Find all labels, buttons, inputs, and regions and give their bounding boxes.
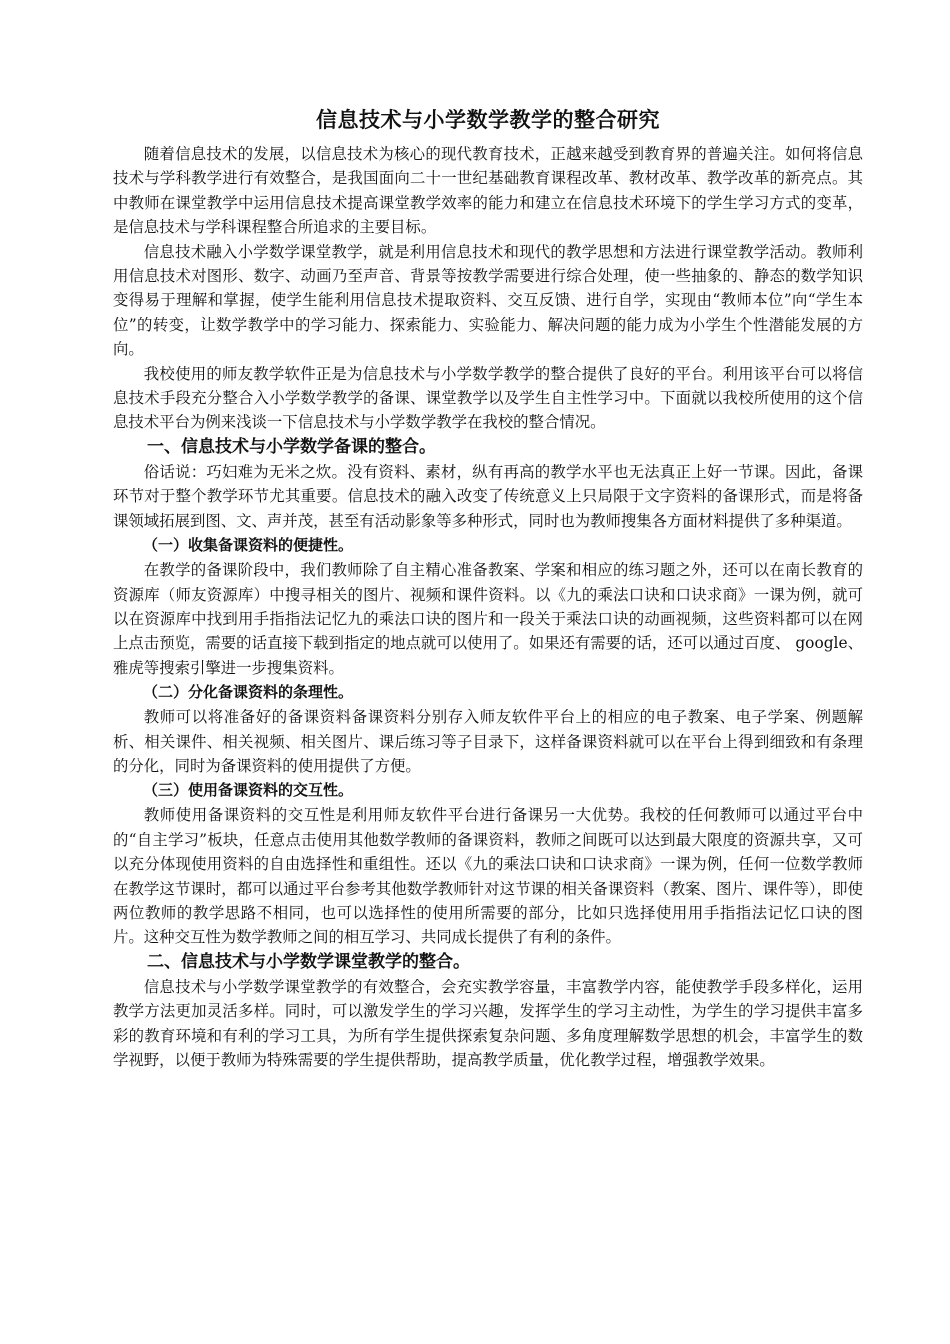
intro-paragraph-1: 随着信息技术的发展，以信息技术为核心的现代教育技术，正越来越受到教育界的普遍关注。如何将信息技术与学科教学进行有效整合，是我国面向二十一世纪基础教育课程改革、教材改革、教学改革的新亮点。其中教师在课堂教学中运用信息技术提高课堂教学效率的能力和建立在信息技术环境下的学生学习方式的变革，是信息技术与学科课程整合所追求的主要目标。 [113, 145, 863, 237]
document-page [113, 104, 863, 1072]
intro-paragraph-3: 我校使用的师友教学软件正是为信息技术与小学数学教学的整合提供了良好的平台。利用该平台可以将信息技术手段充分整合入小学数学教学的备课、课堂教学以及学生自主性学习中。下面就以我校所使用的这个信息技术平台为例来浅谈一下信息技术与小学数学教学在我校的整合情况。 [113, 364, 863, 432]
subsection-3-paragraph: 教师使用备课资料的交互性是利用师友软件平台进行备课另一大优势。我校的任何教师可以通过平台中的“自主学习”板块，任意点击使用其他数学教师的备课资料，教师之间既可以达到最大限度的资源共享，又可以充分体现使用资料的自由选择性和重组性。还以《九的乘法口诀和口诀求商》一课为例，任何一位数学教师在教学这节课时，都可以通过平台参考其他数学教师针对这节课的相关备课资料（教案、图片、课件等），即使两位教师的教学思路不相同，也可以选择性的使用所需要的部分，比如只选择使用用手指指法记忆口诀的图片。这种交互性为数学教师之间的相互学习、共同成长提供了有利的条件。 [113, 806, 863, 947]
subsection-1-heading: （一）收集备课资料的便捷性。 [143, 536, 354, 555]
subsection-2-heading: （二）分化备课资料的条理性。 [143, 683, 354, 702]
section-1-heading: 一、信息技术与小学数学备课的整合。 [147, 436, 436, 457]
document-title: 信息技术与小学数学教学的整合研究 [316, 108, 660, 132]
section-1-paragraph: 俗话说：巧妇难为无米之炊。没有资料、素材，纵有再高的教学水平也无法真正上好一节课。因此，备课环节对于整个教学环节尤其重要。信息技术的融入改变了传统意义上只局限于文字资料的备课形式，而是将备课领域拓展到图、文、声并茂，甚至有活动影象等多种形式，同时也为教师搜集各方面材料提供了多种渠道。 [113, 462, 863, 530]
intro-paragraph-2: 信息技术融入小学数学课堂教学，就是利用信息技术和现代的教学思想和方法进行课堂教学活动。教师利用信息技术对图形、数字、动画乃至声音、背景等按教学需要进行综合处理，使一些抽象的、静态的数学知识变得易于理解和掌握，使学生能利用信息技术提取资料、交互反馈、进行自学，实现由“教师本位”向“学生本位”的转变，让数学教学中的学习能力、探索能力、实验能力、解决问题的能力成为小学生个性潜能发展的方向。 [113, 242, 863, 359]
section-2-heading: 二、信息技术与小学数学课堂教学的整合。 [147, 951, 470, 972]
subsection-2-paragraph: 教师可以将准备好的备课资料备课资料分别存入师友软件平台上的相应的电子教案、电子学案、例题解析、相关课件、相关视频、相关图片、课后练习等子目录下，这样备课资料就可以在平台上得到细致和有条理的分化，同时为备课资料的使用提供了方便。 [113, 708, 863, 775]
section-2-paragraph: 信息技术与小学数学课堂教学的有效整合，会充实教学容量，丰富教学内容，能使教学手段多样化，运用教学方法更加灵活多样。同时，可以激发学生的学习兴趣，发挥学生的学习主动性，为学生的学习提供丰富多彩的教育环境和有利的学习工具，为所有学生提供探索复杂问题、多角度理解数学思想的机会，丰富学生的数学视野，以便于教师为特殊需要的学生提供帮助，提高教学质量，优化教学过程，增强教学效果。 [113, 977, 863, 1069]
subsection-1-paragraph: 在教学的备课阶段中，我们教师除了自主精心准备教案、学案和相应的练习题之外，还可以在南长教育的资源库（师友资源库）中搜寻相关的图片、视频和课件资料。以《九的乘法口诀和口诀求商》一课为例，就可以在资源库中找到用手指指法记忆九的乘法口诀的图片和一段关于乘法口诀的动画视频，这些资料都可以在网上点击预览，需要的话直接下载到指定的地点就可以使用了。如果还有需要的话，还可以通过百度、 google、雅虎等搜索引擎进一步搜集资料。 [113, 561, 863, 677]
subsection-3-heading: （三）使用备课资料的交互性。 [143, 781, 354, 800]
